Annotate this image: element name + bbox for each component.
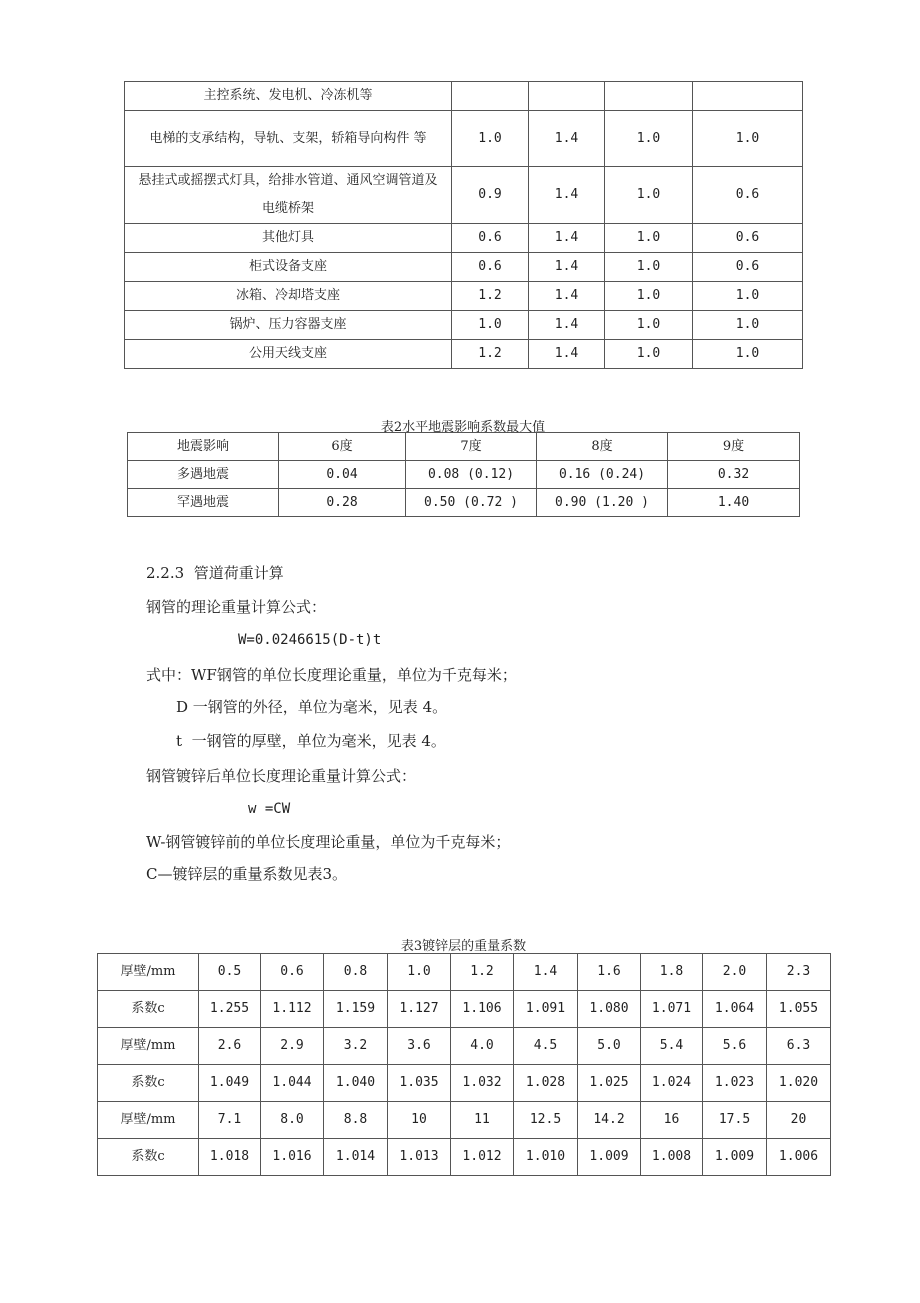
table-cell: 2.6 xyxy=(199,1028,261,1065)
table-row xyxy=(125,111,803,167)
table-cell: 10 xyxy=(388,1102,451,1139)
table-cell: 0.6 xyxy=(452,224,529,253)
row-label: 公用天线支座 xyxy=(125,340,452,369)
table-cell: 1.010 xyxy=(514,1139,578,1176)
table-row xyxy=(128,461,800,489)
table-cell: 1.0 xyxy=(693,282,803,311)
table-cell: 0.28 xyxy=(279,489,406,517)
table-cell: 3.2 xyxy=(324,1028,388,1065)
paragraph-line: 式中：WF钢管的单位长度理论重量，单位为千克每米； xyxy=(146,666,517,684)
paragraph-line: t 一钢管的厚壁，单位为毫米，见表 4。 xyxy=(176,732,446,750)
table-cell: 1.40 xyxy=(668,489,800,517)
row-label: 厚壁/mm xyxy=(98,1102,199,1139)
table-cell: 0.9 xyxy=(452,167,529,224)
table-cell: 0.08 (0.12) xyxy=(406,461,537,489)
table-cell: 1.8 xyxy=(641,954,703,991)
row-label: 悬挂式或摇摆式灯具，给排水管道、通风空调管道及电缆桥架 xyxy=(125,167,452,224)
table-cell: 8.8 xyxy=(324,1102,388,1139)
paragraph-line: C—镀锌层的重量系数见表3。 xyxy=(146,865,348,883)
row-label: 其他灯具 xyxy=(125,224,452,253)
table-cell: 1.044 xyxy=(261,1065,324,1102)
table-cell: 1.023 xyxy=(703,1065,767,1102)
table-header-row xyxy=(128,433,800,461)
table-cell: 1.0 xyxy=(388,954,451,991)
table-cell: 1.0 xyxy=(605,340,693,369)
table-row xyxy=(125,253,803,282)
column-header: 地震影响 xyxy=(128,433,279,461)
row-label: 厚壁/mm xyxy=(98,1028,199,1065)
table-cell: 0.32 xyxy=(668,461,800,489)
table2-caption: 表2水平地震影响系数最大值 xyxy=(380,420,546,435)
table-cell: 1.009 xyxy=(578,1139,641,1176)
table-cell: 20 xyxy=(767,1102,831,1139)
table-cell: 1.0 xyxy=(605,167,693,224)
table-cell: 0.8 xyxy=(324,954,388,991)
table-cell: 17.5 xyxy=(703,1102,767,1139)
paragraph-line: W-钢管镀锌前的单位长度理论重量，单位为千克每米； xyxy=(146,833,511,851)
table-cell: 0.6 xyxy=(693,167,803,224)
table-cell: 0.6 xyxy=(693,224,803,253)
column-header: 9度 xyxy=(668,433,800,461)
table-row xyxy=(125,82,803,111)
table-cell: 1.008 xyxy=(641,1139,703,1176)
table-row xyxy=(125,167,803,224)
row-label: 主控系统、发电机、冷冻机等 xyxy=(125,82,452,111)
table-cell: 0.6 xyxy=(452,253,529,282)
table-cell: 11 xyxy=(451,1102,514,1139)
table-cell: 1.018 xyxy=(199,1139,261,1176)
table-cell: 1.032 xyxy=(451,1065,514,1102)
table-row xyxy=(98,1065,831,1102)
table-cell: 0.6 xyxy=(693,253,803,282)
table-cell: 1.071 xyxy=(641,991,703,1028)
table-cell: 1.4 xyxy=(529,253,605,282)
table-cell: 1.4 xyxy=(529,167,605,224)
table-cell: 0.5 xyxy=(199,954,261,991)
table-cell: 1.0 xyxy=(693,340,803,369)
table-cell: 1.112 xyxy=(261,991,324,1028)
table-cell: 0.90 (1.20 ) xyxy=(537,489,668,517)
table-cell: 1.106 xyxy=(451,991,514,1028)
row-label: 罕遇地震 xyxy=(128,489,279,517)
row-label: 锅炉、压力容器支座 xyxy=(125,311,452,340)
column-header: 6度 xyxy=(279,433,406,461)
table-row xyxy=(98,1028,831,1065)
table-cell: 1.012 xyxy=(451,1139,514,1176)
table-cell: 1.2 xyxy=(451,954,514,991)
table-cell: 2.0 xyxy=(703,954,767,991)
table-cell: 1.0 xyxy=(452,311,529,340)
table-cell xyxy=(529,82,605,111)
table-cell: 1.049 xyxy=(199,1065,261,1102)
table-cell: 0.50 (0.72 ) xyxy=(406,489,537,517)
table-cell: 1.006 xyxy=(767,1139,831,1176)
table-cell: 1.0 xyxy=(605,253,693,282)
table-cell: 5.6 xyxy=(703,1028,767,1065)
table-row xyxy=(98,954,831,991)
row-label: 系数c xyxy=(98,1065,199,1102)
table-cell: 1.0 xyxy=(693,311,803,340)
table-cell xyxy=(452,82,529,111)
table-row xyxy=(98,1139,831,1176)
table-row xyxy=(125,340,803,369)
table-cell: 5.4 xyxy=(641,1028,703,1065)
row-label: 系数c xyxy=(98,991,199,1028)
table-cell xyxy=(605,82,693,111)
table-cell: 0.6 xyxy=(261,954,324,991)
table-cell: 1.020 xyxy=(767,1065,831,1102)
seismic-coefficient-table xyxy=(127,432,800,517)
table-cell: 1.2 xyxy=(452,282,529,311)
table-cell: 1.025 xyxy=(578,1065,641,1102)
table-cell: 0.04 xyxy=(279,461,406,489)
table-cell: 1.6 xyxy=(578,954,641,991)
table-cell: 1.127 xyxy=(388,991,451,1028)
table-cell: 1.4 xyxy=(514,954,578,991)
table-cell: 1.0 xyxy=(693,111,803,167)
paragraph-line: 钢管镀锌后单位长度理论重量计算公式： xyxy=(146,767,417,785)
table-cell: 1.159 xyxy=(324,991,388,1028)
table-cell: 6.3 xyxy=(767,1028,831,1065)
table-cell: 16 xyxy=(641,1102,703,1139)
formula-weight: W=0.0246615(D-t)t xyxy=(238,632,382,648)
row-label: 柜式设备支座 xyxy=(125,253,452,282)
zinc-coating-coefficient-table xyxy=(97,953,831,1176)
table-cell: 1.064 xyxy=(703,991,767,1028)
table-cell: 1.0 xyxy=(605,111,693,167)
table-cell: 3.6 xyxy=(388,1028,451,1065)
table-cell: 1.035 xyxy=(388,1065,451,1102)
table3-caption: 表3镀锌层的重量系数 xyxy=(400,939,527,954)
section-heading: 2.2.3 管道荷重计算 xyxy=(146,564,284,582)
table-cell: 2.9 xyxy=(261,1028,324,1065)
table-cell: 1.4 xyxy=(529,282,605,311)
table-cell: 1.0 xyxy=(605,282,693,311)
table-cell: 1.040 xyxy=(324,1065,388,1102)
row-label: 系数c xyxy=(98,1139,199,1176)
table-cell: 1.014 xyxy=(324,1139,388,1176)
table-cell: 4.5 xyxy=(514,1028,578,1065)
table-cell: 1.091 xyxy=(514,991,578,1028)
paragraph-line: 钢管的理论重量计算公式： xyxy=(146,598,327,616)
table-cell: 1.080 xyxy=(578,991,641,1028)
table-row xyxy=(98,1102,831,1139)
table-cell: 1.024 xyxy=(641,1065,703,1102)
formula-galvanized: w =CW xyxy=(248,801,291,817)
table-cell: 1.4 xyxy=(529,224,605,253)
table-cell: 1.009 xyxy=(703,1139,767,1176)
table-cell: 1.255 xyxy=(199,991,261,1028)
table-cell: 1.016 xyxy=(261,1139,324,1176)
table-cell: 1.4 xyxy=(529,340,605,369)
table-cell: 1.4 xyxy=(529,111,605,167)
table-cell: 8.0 xyxy=(261,1102,324,1139)
table-cell: 1.0 xyxy=(452,111,529,167)
table-row xyxy=(125,224,803,253)
table-row xyxy=(125,311,803,340)
table-cell: 1.013 xyxy=(388,1139,451,1176)
table-cell: 1.2 xyxy=(452,340,529,369)
table-cell: 2.3 xyxy=(767,954,831,991)
row-label: 冰箱、冷却塔支座 xyxy=(125,282,452,311)
table-cell: 14.2 xyxy=(578,1102,641,1139)
table-cell: 7.1 xyxy=(199,1102,261,1139)
table-cell: 0.16 (0.24) xyxy=(537,461,668,489)
table-cell xyxy=(693,82,803,111)
table-row xyxy=(125,282,803,311)
table-cell: 1.0 xyxy=(605,311,693,340)
table-cell: 1.028 xyxy=(514,1065,578,1102)
row-label: 电梯的支承结构，导轨、支架，轿箱导向构件 等 xyxy=(125,111,452,167)
table-cell: 4.0 xyxy=(451,1028,514,1065)
column-header: 8度 xyxy=(537,433,668,461)
table-cell: 12.5 xyxy=(514,1102,578,1139)
table-cell: 1.4 xyxy=(529,311,605,340)
table-row xyxy=(98,991,831,1028)
row-label: 多遇地震 xyxy=(128,461,279,489)
column-header: 7度 xyxy=(406,433,537,461)
table-cell: 1.0 xyxy=(605,224,693,253)
table-row xyxy=(128,489,800,517)
paragraph-line: D 一钢管的外径，单位为毫米，见表 4。 xyxy=(176,698,448,716)
table-cell: 5.0 xyxy=(578,1028,641,1065)
equipment-coefficient-table xyxy=(124,81,803,369)
table-cell: 1.055 xyxy=(767,991,831,1028)
row-label: 厚壁/mm xyxy=(98,954,199,991)
